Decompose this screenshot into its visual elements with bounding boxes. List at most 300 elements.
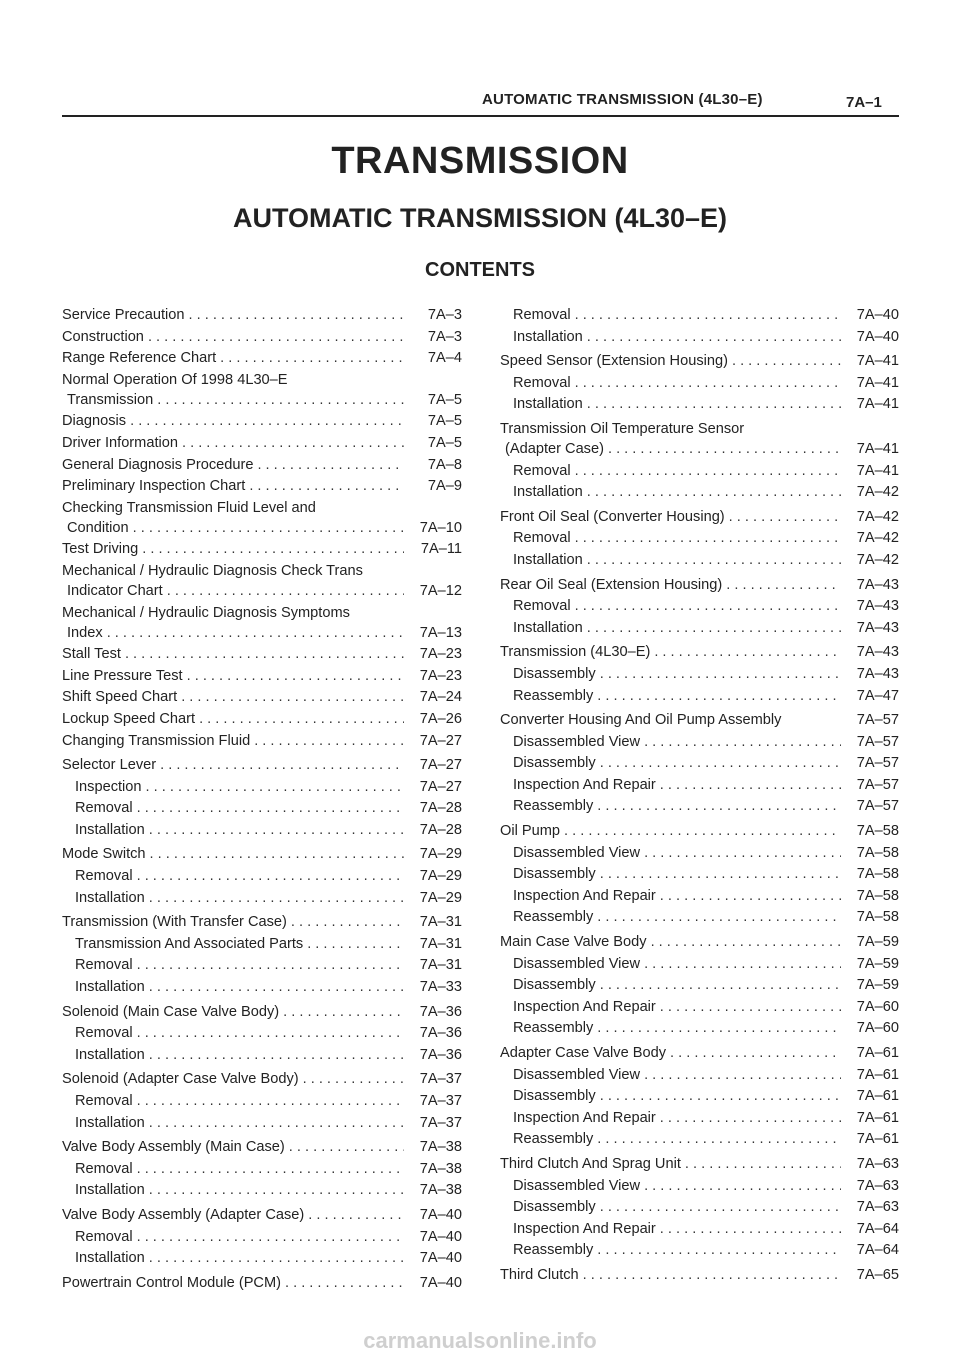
toc-entry[interactable] (62, 1023, 462, 1045)
toc-entry-label: Installation (75, 1182, 145, 1199)
toc-dot-leader (583, 394, 841, 416)
toc-entry[interactable] (500, 1129, 899, 1151)
toc-entry-label: Disassembled View (513, 955, 641, 972)
footer-watermark: carmanualsonline.info (363, 1328, 597, 1353)
toc-page-number: 7A–61 (856, 1088, 899, 1105)
toc-entry-label: Reassembly (513, 1131, 594, 1148)
toc-entry-label: Construction (62, 328, 144, 345)
toc-entry-label: General Diagnosis Procedure (62, 456, 254, 473)
toc-page-number: 7A–37 (419, 1093, 462, 1109)
toc-entry-label: Disassembled View (513, 733, 641, 750)
toc-entry[interactable] (62, 1069, 462, 1091)
toc-entry-label: Converter Housing And Oil Pump Assembly (500, 712, 782, 729)
toc-page-number: 7A–57 (856, 712, 899, 729)
toc-entry[interactable] (62, 820, 462, 842)
toc-entry-label: Installation (75, 889, 145, 906)
toc-dot-leader (142, 777, 404, 799)
toc-dot-leader (156, 755, 404, 777)
toc-entry-label: Front Oil Seal (Converter Housing) (500, 508, 725, 525)
toc-page-number: 7A–36 (419, 1025, 462, 1042)
toc-dot-leader (133, 798, 404, 820)
toc-entry[interactable] (62, 1248, 462, 1270)
toc-entry[interactable] (500, 394, 899, 416)
toc-dot-leader (129, 518, 404, 540)
toc-page-number: 7A–38 (419, 1160, 462, 1177)
toc-dot-leader (583, 550, 841, 572)
toc-entry-label: Removal (75, 957, 133, 974)
toc-entry-label: Third Clutch (500, 1266, 579, 1283)
toc-dot-leader (146, 844, 404, 866)
page-number: 7A–1 (846, 94, 882, 111)
toc-entry[interactable] (500, 482, 899, 504)
toc-dot-leader (250, 731, 404, 753)
toc-entry[interactable] (62, 411, 462, 433)
toc-page-number: 7A–37 (419, 1071, 462, 1088)
toc-dot-leader (596, 1086, 841, 1108)
toc-entry-label: Indicator Chart (67, 582, 163, 599)
toc-page-number: 7A–42 (856, 530, 899, 547)
toc-entry[interactable] (62, 777, 462, 799)
toc-page-number: 7A–31 (419, 957, 462, 974)
toc-page-number: 7A–57 (856, 755, 899, 772)
toc-page-number: 7A–4 (427, 350, 462, 367)
toc-page-number: 7A–61 (856, 1066, 899, 1083)
toc-entry[interactable] (500, 843, 899, 865)
toc-entry-label: Diagnosis (62, 413, 127, 430)
toc-page-number: 7A–3 (427, 307, 462, 323)
toc-page-number: 7A–38 (419, 1139, 462, 1156)
toc-entry[interactable] (62, 934, 462, 956)
toc-page-number: 7A–64 (856, 1242, 899, 1259)
toc-dot-leader (604, 439, 841, 461)
toc-entry-label: Inspection And Repair (513, 998, 656, 1015)
toc-entry[interactable] (62, 348, 462, 370)
toc-dot-leader (593, 1240, 841, 1262)
toc-entry-label: Disassembled View (513, 1177, 641, 1194)
toc-entry[interactable] (62, 305, 462, 327)
toc-page-number: 7A–43 (856, 665, 899, 682)
toc-entry-label: (Adapter Case) (505, 440, 604, 457)
toc-dot-leader (640, 1065, 841, 1087)
page-title: TRANSMISSION (331, 140, 629, 182)
toc-entry-label: Removal (513, 307, 571, 323)
toc-entry-label: Driver Information (62, 434, 178, 451)
toc-dot-leader (133, 1159, 404, 1181)
toc-page-number: 7A–33 (419, 979, 462, 996)
toc-entry-label: Selector Lever (62, 757, 157, 774)
toc-entry[interactable] (500, 664, 899, 686)
toc-dot-leader (281, 1273, 404, 1295)
toc-dot-leader (571, 528, 841, 550)
toc-entry-label: Removal (75, 868, 133, 885)
toc-entry[interactable] (500, 1043, 899, 1065)
toc-entry[interactable] (500, 753, 899, 775)
toc-entry-label: Speed Sensor (Extension Housing) (500, 353, 728, 370)
toc-page-number: 7A–40 (856, 328, 899, 345)
toc-page-number: 7A–10 (419, 519, 462, 536)
toc-entry-label: Reassembly (513, 1020, 594, 1037)
toc-entry[interactable] (62, 1205, 462, 1227)
toc-entry[interactable] (500, 975, 899, 997)
toc-dot-leader (145, 977, 404, 999)
toc-page-number: 7A–59 (856, 977, 899, 994)
toc-page-number: 7A–57 (856, 798, 899, 815)
toc-dot-leader (579, 1265, 841, 1287)
toc-entry[interactable] (500, 796, 899, 818)
toc-entry[interactable] (500, 732, 899, 754)
toc-dot-leader (145, 888, 404, 910)
page-subtitle: AUTOMATIC TRANSMISSION (4L30–E) (232, 203, 728, 233)
toc-entry[interactable] (500, 1240, 899, 1262)
toc-page-number: 7A–61 (856, 1109, 899, 1126)
toc-entry-line (62, 498, 462, 518)
toc-dot-leader (145, 1248, 404, 1270)
toc-entry[interactable] (62, 1273, 462, 1295)
toc-page-number: 7A–58 (856, 866, 899, 883)
toc-entry-label: Reassembly (513, 798, 594, 815)
toc-page-number: 7A–11 (420, 541, 462, 558)
toc-page-number: 7A–36 (419, 1046, 462, 1063)
toc-page-number: 7A–47 (856, 687, 899, 704)
toc-page-number: 7A–61 (856, 1045, 899, 1061)
toc-entry[interactable] (500, 596, 899, 618)
toc-entry-label: Adapter Case Valve Body (500, 1045, 667, 1061)
toc-entry[interactable] (500, 1018, 899, 1040)
toc-entry-label: Transmission (67, 391, 154, 408)
toc-entry[interactable] (62, 623, 462, 645)
toc-entry-label: Solenoid (Adapter Case Valve Body) (62, 1071, 299, 1088)
toc-entry[interactable] (500, 439, 899, 461)
toc-entry-label: Powertrain Control Module (PCM) (62, 1274, 281, 1291)
toc-entry-label: Index (67, 624, 103, 641)
toc-dot-leader (583, 618, 841, 640)
toc-dot-leader (596, 1197, 841, 1219)
toc-entry-label: Installation (513, 328, 583, 345)
toc-entry[interactable] (62, 709, 462, 731)
toc-entry-label: Solenoid (Main Case Valve Body) (62, 1003, 280, 1020)
toc-entry-label: Installation (75, 1114, 145, 1131)
toc-entry[interactable] (500, 351, 899, 373)
toc-page-number: 7A–27 (419, 732, 462, 749)
toc-entry-label: Removal (513, 374, 571, 391)
toc-entry[interactable] (62, 666, 462, 688)
toc-page-number: 7A–9 (427, 478, 462, 495)
toc-entry-label: Disassembled View (513, 1066, 641, 1083)
toc-dot-leader (583, 327, 841, 349)
toc-dot-leader (596, 864, 841, 886)
toc-dot-leader (145, 1180, 404, 1202)
toc-entry-line (500, 419, 899, 439)
toc-page-number: 7A–63 (856, 1177, 899, 1194)
toc-entry[interactable] (500, 1108, 899, 1130)
toc-entry-label: Installation (75, 821, 145, 838)
toc-entry[interactable] (62, 731, 462, 753)
toc-page-number: 7A–57 (856, 733, 899, 750)
toc-page-number: 7A–63 (856, 1199, 899, 1216)
toc-dot-leader (571, 305, 841, 327)
toc-page-number: 7A–43 (856, 576, 899, 593)
toc-entry-label: Inspection And Repair (513, 1220, 656, 1237)
toc-page-number: 7A–8 (427, 456, 462, 473)
toc-page-number: 7A–29 (419, 868, 462, 885)
toc-entry-label: Oil Pump (500, 823, 561, 840)
toc-entry[interactable] (500, 997, 899, 1019)
toc-dot-leader (133, 955, 404, 977)
toc-entry[interactable] (500, 686, 899, 708)
toc-dot-leader (656, 1108, 841, 1130)
toc-entry[interactable] (62, 1180, 462, 1202)
toc-entry-label: Removal (513, 462, 571, 479)
toc-page-number: 7A–60 (856, 998, 899, 1015)
toc-entry[interactable] (500, 575, 899, 597)
toc-entry-label: Test Driving (62, 541, 139, 558)
toc-entry-label: Transmission Oil Temperature Sensor (500, 420, 745, 437)
toc-entry[interactable] (500, 864, 899, 886)
toc-dot-leader (185, 305, 405, 327)
toc-dot-leader (144, 327, 404, 349)
toc-page-number: 7A–28 (419, 800, 462, 817)
toc-dot-leader (145, 1113, 404, 1135)
toc-page-number: 7A–5 (427, 391, 462, 408)
toc-dot-leader (583, 482, 841, 504)
toc-entry-label: Transmission (With Transfer Case) (62, 914, 287, 931)
toc-dot-leader (656, 775, 841, 797)
toc-entry[interactable] (62, 844, 462, 866)
toc-entry-label: Stall Test (62, 646, 121, 663)
toc-page-number: 7A–41 (856, 353, 899, 370)
toc-page-number: 7A–40 (419, 1206, 462, 1223)
toc-dot-leader (593, 907, 841, 929)
toc-page-number: 7A–59 (856, 955, 899, 972)
toc-entry-label: Removal (513, 530, 571, 547)
toc-entry-label: Disassembly (513, 1199, 596, 1216)
toc-entry-label: Checking Transmission Fluid Level and (62, 499, 316, 516)
toc-entry[interactable] (62, 1137, 462, 1159)
toc-page-number: 7A–29 (419, 846, 462, 863)
toc-entry[interactable] (500, 954, 899, 976)
toc-entry[interactable] (500, 327, 899, 349)
toc-page-number: 7A–5 (427, 413, 462, 430)
toc-page-number: 7A–40 (856, 307, 899, 323)
toc-entry-label: Disassembly (513, 866, 596, 883)
toc-page-number: 7A–41 (856, 374, 899, 391)
toc-dot-leader (287, 912, 404, 934)
toc-entry-label: Transmission (4L30–E) (500, 644, 651, 661)
toc-entry-label: Transmission And Associated Parts (75, 935, 304, 952)
toc-entry[interactable] (62, 539, 462, 561)
toc-dot-leader (153, 390, 404, 412)
toc-page-number: 7A–41 (856, 396, 899, 413)
toc-entry[interactable] (62, 1113, 462, 1135)
toc-entry-label: Disassembly (513, 977, 596, 994)
toc-entry[interactable] (500, 1176, 899, 1198)
toc-dot-leader (163, 581, 404, 603)
toc-page-number: 7A–3 (427, 328, 462, 345)
toc-entry-label: Removal (513, 598, 571, 615)
toc-dot-leader (656, 997, 841, 1019)
toc-page-number: 7A–60 (856, 1020, 899, 1037)
toc-entry[interactable] (500, 507, 899, 529)
toc-entry-label: Changing Transmission Fluid (62, 732, 251, 749)
toc-right-column (500, 305, 899, 1287)
toc-page-number: 7A–26 (419, 710, 462, 727)
toc-dot-leader (303, 934, 404, 956)
toc-entry-label: Inspection And Repair (513, 887, 656, 904)
toc-entry[interactable] (500, 1265, 899, 1287)
toc-dot-leader (145, 820, 404, 842)
toc-entry-label: Inspection And Repair (513, 776, 656, 793)
toc-page-number: 7A–27 (419, 757, 462, 774)
toc-page-number: 7A–64 (856, 1220, 899, 1237)
toc-entry[interactable] (62, 798, 462, 820)
toc-entry[interactable] (62, 866, 462, 888)
toc-entry[interactable] (500, 1219, 899, 1241)
toc-entry-label: Lockup Speed Chart (62, 710, 196, 727)
toc-dot-leader (666, 1043, 841, 1065)
toc-dot-leader (571, 373, 841, 395)
toc-dot-leader (178, 433, 404, 455)
toc-entry[interactable] (62, 433, 462, 455)
toc-entry[interactable] (62, 912, 462, 934)
toc-dot-leader (560, 821, 841, 843)
toc-page-number: 7A–27 (419, 778, 462, 795)
toc-page-number: 7A–41 (856, 440, 899, 457)
toc-page-number: 7A–37 (419, 1114, 462, 1131)
toc-page-number: 7A–63 (856, 1155, 899, 1172)
toc-entry[interactable] (500, 373, 899, 395)
toc-dot-leader (126, 411, 404, 433)
toc-page-number: 7A–42 (856, 484, 899, 501)
toc-entry[interactable] (500, 1154, 899, 1176)
toc-entry[interactable] (62, 476, 462, 498)
section-header-title: AUTOMATIC TRANSMISSION (4L30–E) (482, 91, 763, 108)
toc-dot-leader (722, 575, 841, 597)
toc-entry-label: Removal (75, 1093, 133, 1109)
toc-dot-leader (647, 932, 841, 954)
toc-entry[interactable] (500, 710, 899, 732)
toc-entry-label: Removal (75, 800, 133, 817)
toc-dot-leader (285, 1137, 404, 1159)
toc-dot-leader (596, 664, 841, 686)
toc-entry-label: Reassembly (513, 1242, 594, 1259)
toc-dot-leader (650, 642, 841, 664)
toc-entry[interactable] (62, 644, 462, 666)
toc-entry[interactable] (500, 642, 899, 664)
toc-entry[interactable] (62, 390, 462, 412)
toc-entry-line (62, 370, 462, 390)
toc-page-number: 7A–41 (856, 462, 899, 479)
toc-dot-leader (571, 461, 841, 483)
toc-dot-leader (596, 975, 841, 997)
toc-dot-leader (728, 351, 841, 373)
toc-dot-leader (133, 1227, 404, 1249)
toc-page-number: 7A–58 (856, 823, 899, 840)
toc-entry[interactable] (62, 1045, 462, 1067)
toc-entry[interactable] (62, 977, 462, 999)
toc-entry[interactable] (62, 518, 462, 540)
toc-entry[interactable] (500, 1065, 899, 1087)
toc-entry[interactable] (62, 755, 462, 777)
toc-dot-leader (571, 596, 841, 618)
toc-entry[interactable] (500, 886, 899, 908)
toc-page-number: 7A–43 (856, 644, 899, 661)
toc-dot-leader (299, 1069, 404, 1091)
toc-entry[interactable] (62, 455, 462, 477)
toc-entry[interactable] (500, 1086, 899, 1108)
toc-entry-label: Valve Body Assembly (Main Case) (62, 1139, 285, 1156)
toc-entry-label: Mode Switch (62, 846, 146, 863)
toc-page-number: 7A–13 (419, 624, 462, 641)
toc-dot-leader (640, 1176, 841, 1198)
toc-entry[interactable] (500, 461, 899, 483)
toc-entry-label: Line Pressure Test (62, 667, 183, 684)
toc-entry[interactable] (62, 327, 462, 349)
toc-entry[interactable] (500, 1197, 899, 1219)
toc-page-number: 7A–31 (419, 935, 462, 952)
toc-page-number: 7A–5 (427, 434, 462, 451)
toc-entry[interactable] (500, 305, 899, 327)
toc-page-number: 7A–40 (419, 1250, 462, 1267)
toc-entry[interactable] (500, 775, 899, 797)
toc-dot-leader (304, 1205, 404, 1227)
toc-page-number: 7A–40 (419, 1274, 462, 1291)
toc-entry[interactable] (500, 550, 899, 572)
toc-entry-label: Rear Oil Seal (Extension Housing) (500, 576, 723, 593)
toc-entry[interactable] (62, 687, 462, 709)
toc-entry-label: Installation (513, 551, 583, 568)
toc-entry[interactable] (500, 932, 899, 954)
toc-page-number: 7A–43 (856, 619, 899, 636)
toc-entry-label: Reassembly (513, 909, 594, 926)
toc-entry[interactable] (500, 528, 899, 550)
toc-entry-label: Disassembled View (513, 844, 641, 861)
toc-entry[interactable] (500, 821, 899, 843)
toc-entry-label: Valve Body Assembly (Adapter Case) (62, 1206, 305, 1223)
toc-page-number: 7A–43 (856, 598, 899, 615)
toc-dot-leader (593, 1129, 841, 1151)
toc-entry[interactable] (500, 907, 899, 929)
toc-dot-leader (656, 886, 841, 908)
toc-dot-leader (145, 1045, 404, 1067)
toc-page-number: 7A–58 (856, 844, 899, 861)
toc-entry-label: Normal Operation Of 1998 4L30–E (62, 371, 288, 388)
toc-entry[interactable] (62, 1002, 462, 1024)
toc-dot-leader (216, 348, 404, 370)
toc-entry-line (62, 603, 462, 623)
toc-entry[interactable] (62, 888, 462, 910)
toc-page-number: 7A–58 (856, 909, 899, 926)
toc-entry[interactable] (62, 1227, 462, 1249)
toc-dot-leader (640, 843, 841, 865)
toc-entry[interactable] (62, 955, 462, 977)
toc-entry-label: Installation (75, 1250, 145, 1267)
toc-entry-label: Removal (75, 1228, 133, 1245)
toc-entry-label: Disassembly (513, 755, 596, 772)
toc-entry[interactable] (62, 1091, 462, 1113)
header-rule (62, 115, 899, 117)
toc-entry-label: Installation (513, 484, 583, 501)
toc-entry-label: Reassembly (513, 687, 594, 704)
toc-page-number: 7A–28 (419, 821, 462, 838)
toc-entry[interactable] (62, 581, 462, 603)
toc-entry-label: Installation (75, 1046, 145, 1063)
toc-entry[interactable] (62, 1159, 462, 1181)
toc-entry-label: Condition (67, 519, 129, 536)
toc-entry-line (62, 561, 462, 581)
toc-page-number: 7A–24 (419, 689, 462, 706)
toc-entry-label: Service Precaution (62, 307, 185, 323)
toc-entry[interactable] (500, 618, 899, 640)
